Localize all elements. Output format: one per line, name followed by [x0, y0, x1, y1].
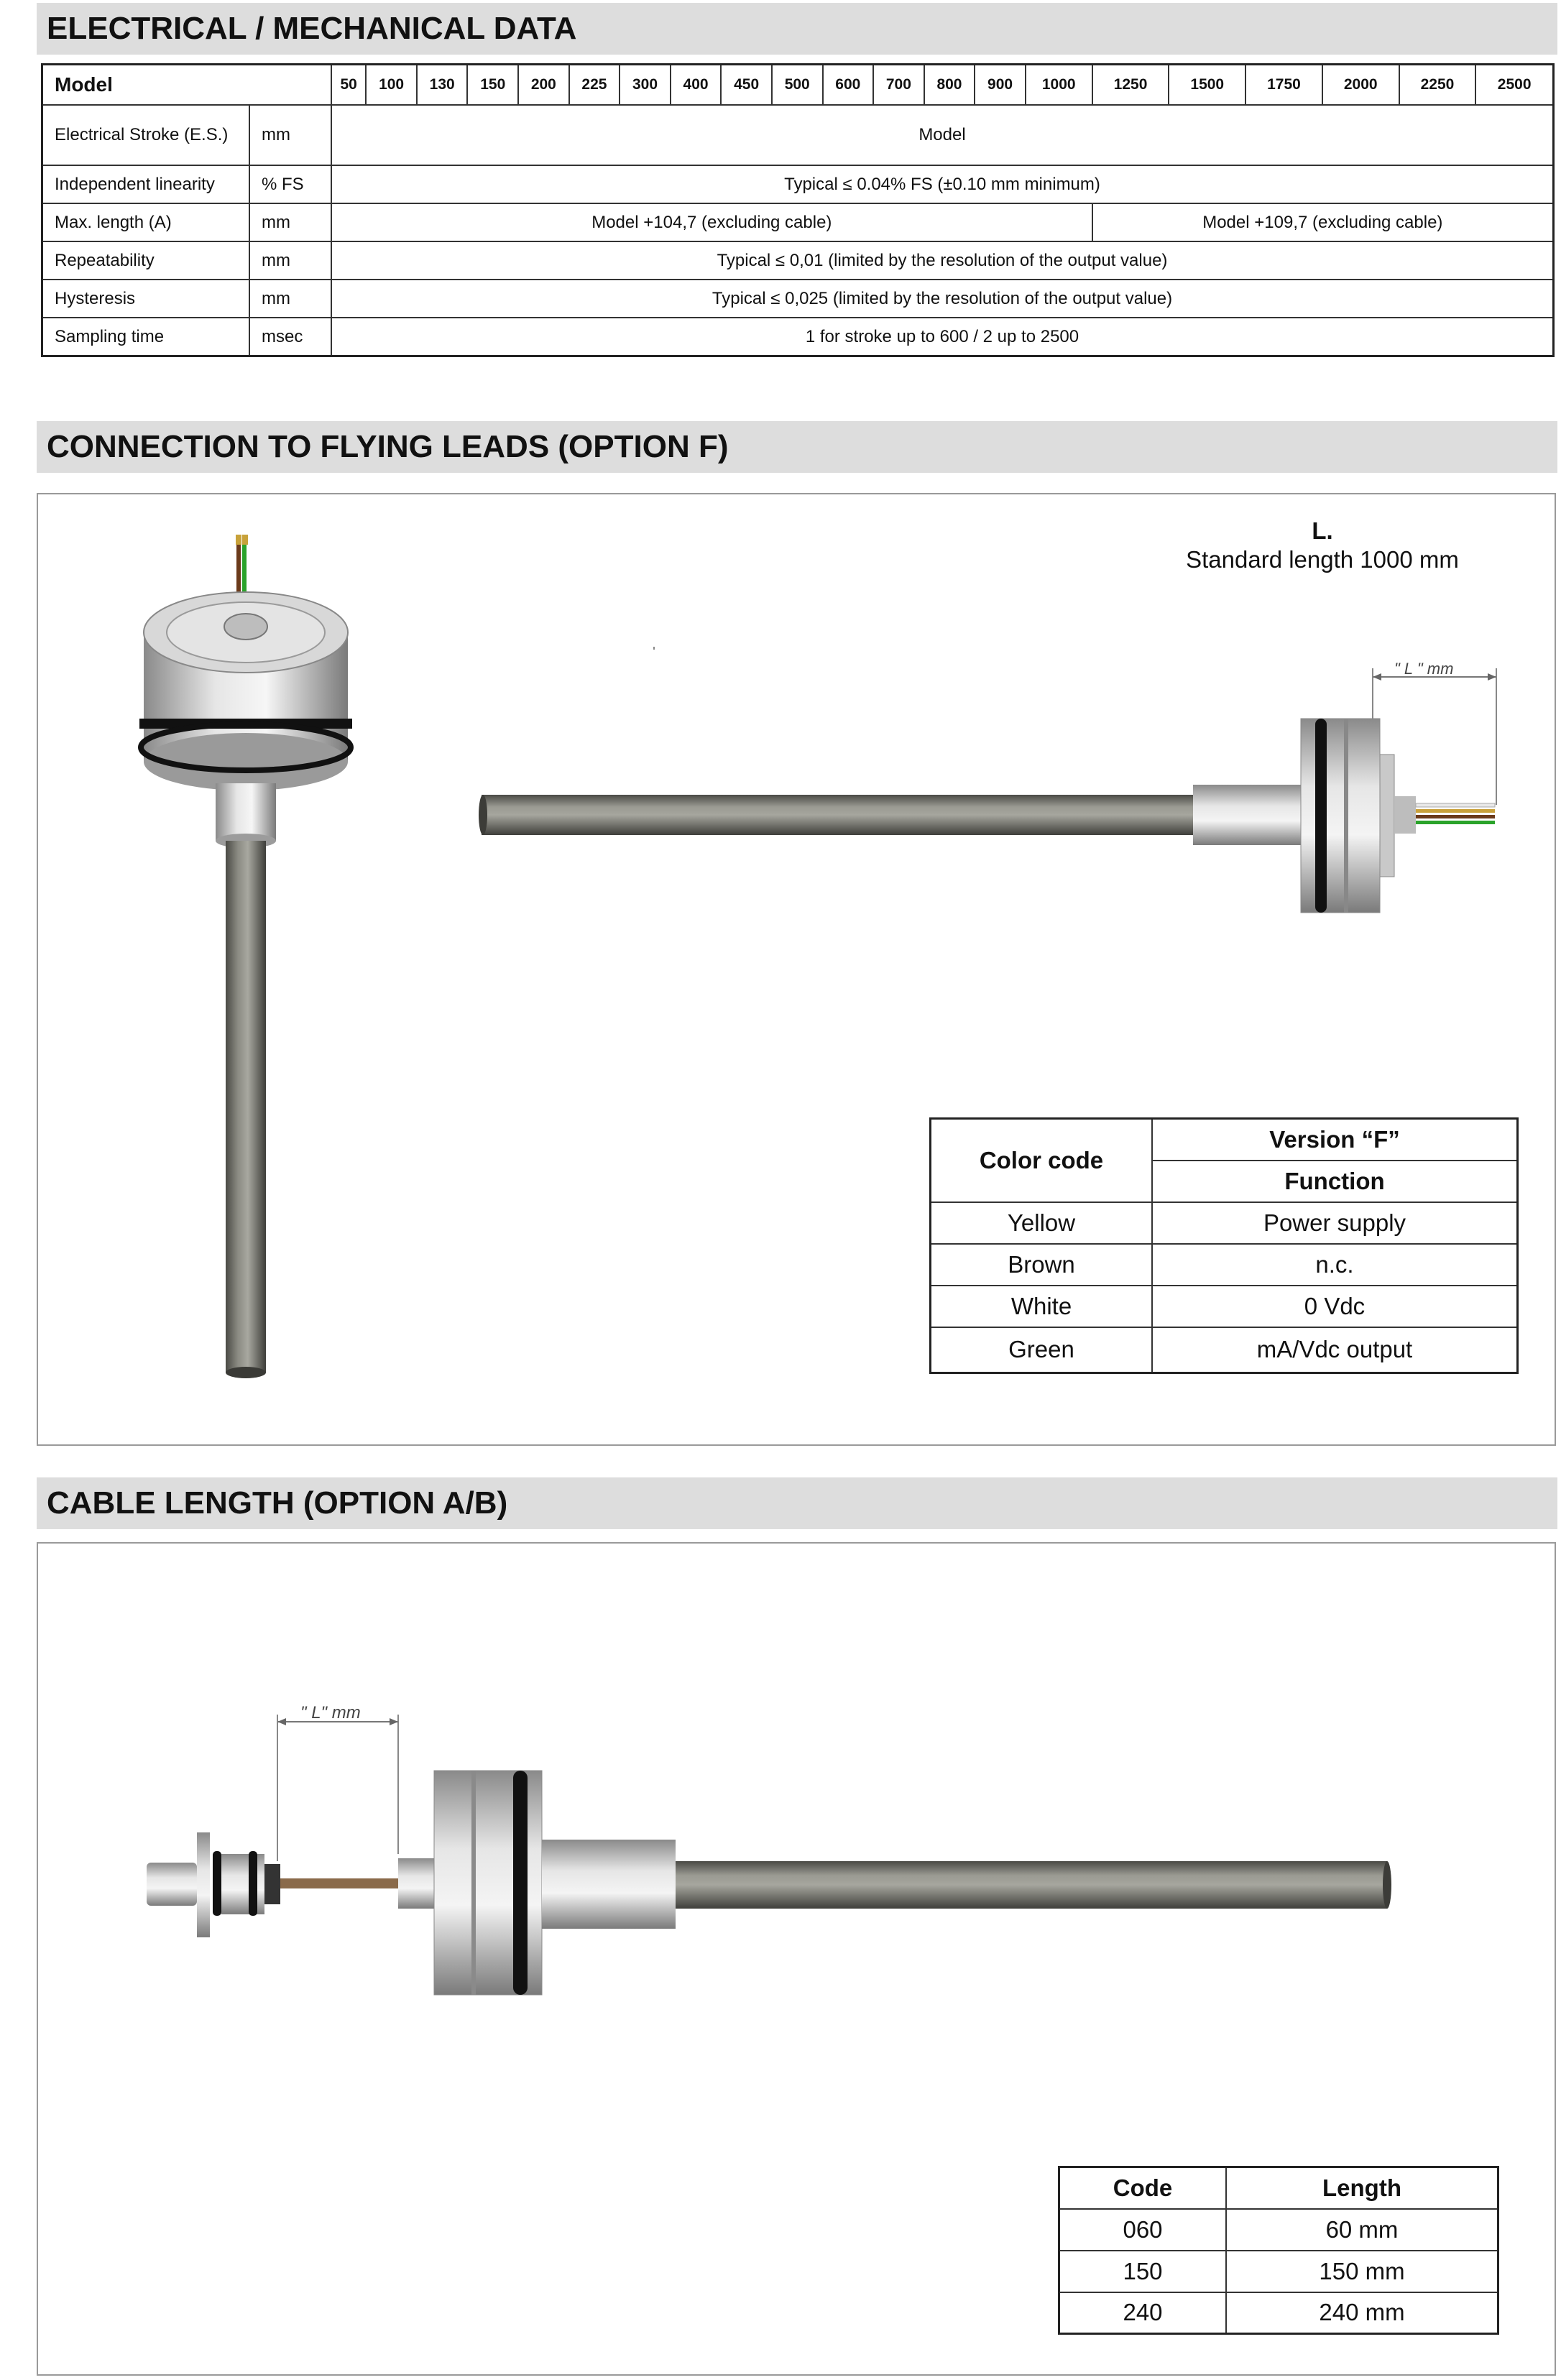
flange-groove	[1344, 719, 1348, 913]
row-name: Independent linearity	[42, 165, 250, 203]
color-row	[931, 1327, 1518, 1373]
cable-boss	[224, 614, 267, 640]
arrow-left-icon	[1373, 673, 1381, 681]
flange-cap	[1380, 755, 1394, 877]
code-header: Code	[1059, 2167, 1227, 2209]
dimension-label-l: " L" mm	[300, 1703, 361, 1722]
cable	[280, 1878, 400, 1888]
version-header: Version “F”	[1152, 1119, 1518, 1161]
arrow-right-icon	[390, 1718, 398, 1725]
spec-header-row	[42, 65, 1554, 106]
cable-row	[1059, 2292, 1498, 2334]
row-value: Model +104,7 (excluding cable)	[331, 203, 1092, 241]
row-unit: % FS	[249, 165, 331, 203]
spec-row-hysteresis	[42, 280, 1554, 318]
function-header: Function	[1152, 1161, 1518, 1202]
model-300: 300	[620, 65, 671, 106]
row-unit: mm	[249, 241, 331, 280]
standard-length-label: Standard length 1000 mm	[1186, 546, 1459, 573]
row-unit: msec	[249, 318, 331, 356]
wire-terminal	[242, 535, 248, 545]
spec-row-linearity	[42, 165, 1554, 203]
connector-plug	[147, 1863, 197, 1906]
cable-table-header	[1059, 2167, 1498, 2209]
model-450: 450	[721, 65, 772, 106]
connector-body	[221, 1854, 264, 1914]
flange-body	[1301, 719, 1380, 913]
model-900: 900	[975, 65, 1026, 106]
brown-wire	[1416, 815, 1495, 818]
code-cell: 060	[1059, 2209, 1227, 2251]
model-225: 225	[569, 65, 620, 106]
section-title-flying-leads: CONNECTION TO FLYING LEADS (OPTION F)	[37, 421, 1557, 473]
row-name: Hysteresis	[42, 280, 250, 318]
row-value-2: Model +109,7 (excluding cable)	[1092, 203, 1554, 241]
connector-o-ring	[249, 1851, 257, 1916]
row-value: Model	[331, 105, 1554, 165]
row-name: Max. length (A)	[42, 203, 250, 241]
length-cell: 60 mm	[1226, 2209, 1498, 2251]
spec-row-stroke	[42, 105, 1554, 165]
model-2500: 2500	[1475, 65, 1553, 106]
length-cell: 150 mm	[1226, 2251, 1498, 2292]
row-name: Electrical Stroke (E.S.)	[42, 105, 250, 165]
model-400: 400	[671, 65, 722, 106]
wire-terminal	[236, 535, 241, 545]
white-wire	[1416, 803, 1495, 807]
model-200: 200	[518, 65, 569, 106]
color-table-header	[931, 1119, 1518, 1161]
cable-code-table	[1058, 2166, 1499, 2335]
rod-end	[479, 795, 487, 835]
sensor-cable-illustration	[141, 1710, 1435, 2019]
code-cell: 150	[1059, 2251, 1227, 2292]
green-wire	[1416, 821, 1495, 824]
row-name: Repeatability	[42, 241, 250, 280]
arrow-left-icon	[277, 1718, 286, 1725]
color-row	[931, 1286, 1518, 1327]
model-700: 700	[873, 65, 924, 106]
row-unit: mm	[249, 203, 331, 241]
function-cell: n.c.	[1152, 1244, 1518, 1286]
model-2250: 2250	[1399, 65, 1476, 106]
row-value: Typical ≤ 0.04% FS (±0.10 mm minimum)	[331, 165, 1554, 203]
o-ring	[1315, 719, 1327, 913]
o-ring	[513, 1771, 528, 1995]
model-600: 600	[823, 65, 874, 106]
sensor-horizontal-illustration	[474, 647, 1509, 949]
model-1500: 1500	[1169, 65, 1245, 106]
color-cell: White	[931, 1286, 1153, 1327]
length-cell: 240 mm	[1226, 2292, 1498, 2334]
color-cell: Yellow	[931, 1202, 1153, 1244]
spec-row-max-length	[42, 203, 1554, 241]
cable-row	[1059, 2251, 1498, 2292]
length-header: Length	[1226, 2167, 1498, 2209]
model-1250: 1250	[1092, 65, 1169, 106]
model-1750: 1750	[1245, 65, 1322, 106]
code-cell: 240	[1059, 2292, 1227, 2334]
dimension-label-l: " L " mm	[1394, 660, 1454, 678]
section-title-electrical: ELECTRICAL / MECHANICAL DATA	[37, 3, 1557, 55]
section-title-cable-length: CABLE LENGTH (OPTION A/B)	[37, 1477, 1557, 1529]
cable-boss	[1394, 796, 1416, 834]
connector-o-ring	[213, 1851, 221, 1916]
function-cell: 0 Vdc	[1152, 1286, 1518, 1327]
color-code-header: Color code	[931, 1119, 1153, 1202]
model-2000: 2000	[1322, 65, 1399, 106]
row-unit: mm	[249, 105, 331, 165]
color-cell: Brown	[931, 1244, 1153, 1286]
row-value: 1 for stroke up to 600 / 2 up to 2500	[331, 318, 1554, 356]
color-row	[931, 1244, 1518, 1286]
connector-nut	[264, 1864, 280, 1904]
color-code-table	[929, 1117, 1519, 1374]
model-100: 100	[366, 65, 417, 106]
sensor-rod	[482, 795, 1200, 835]
sensor-rod	[676, 1861, 1387, 1909]
color-cell: Green	[931, 1327, 1153, 1373]
neck	[542, 1840, 676, 1929]
model-500: 500	[772, 65, 823, 106]
yellow-wire	[1416, 809, 1495, 813]
row-value: Typical ≤ 0,01 (limited by the resolution of the output value)	[331, 241, 1554, 280]
length-label-l: L.	[1312, 517, 1333, 544]
rod-end	[1383, 1861, 1391, 1909]
model-130: 130	[417, 65, 468, 106]
row-name: Sampling time	[42, 318, 250, 356]
arrow-right-icon	[1488, 673, 1496, 681]
sensor-vertical-illustration	[129, 532, 374, 1387]
neck	[1193, 785, 1301, 845]
row-value: Typical ≤ 0,025 (limited by the resolution of the output value)	[331, 280, 1554, 318]
neck	[216, 783, 276, 841]
model-1000: 1000	[1026, 65, 1092, 106]
cable-boss	[398, 1858, 434, 1909]
sensor-rod	[226, 841, 266, 1373]
function-cell: mA/Vdc output	[1152, 1327, 1518, 1373]
function-cell: Power supply	[1152, 1202, 1518, 1244]
color-row	[931, 1202, 1518, 1244]
spec-table	[41, 63, 1555, 357]
spec-row-sampling	[42, 318, 1554, 356]
model-150: 150	[467, 65, 518, 106]
model-label: Model	[42, 65, 332, 106]
spec-row-repeatability	[42, 241, 1554, 280]
row-unit: mm	[249, 280, 331, 318]
model-800: 800	[924, 65, 975, 106]
cable-row	[1059, 2209, 1498, 2251]
model-50: 50	[331, 65, 366, 106]
rod-end	[226, 1367, 266, 1378]
flange-groove	[471, 1771, 476, 1995]
connector-flange	[197, 1832, 210, 1937]
